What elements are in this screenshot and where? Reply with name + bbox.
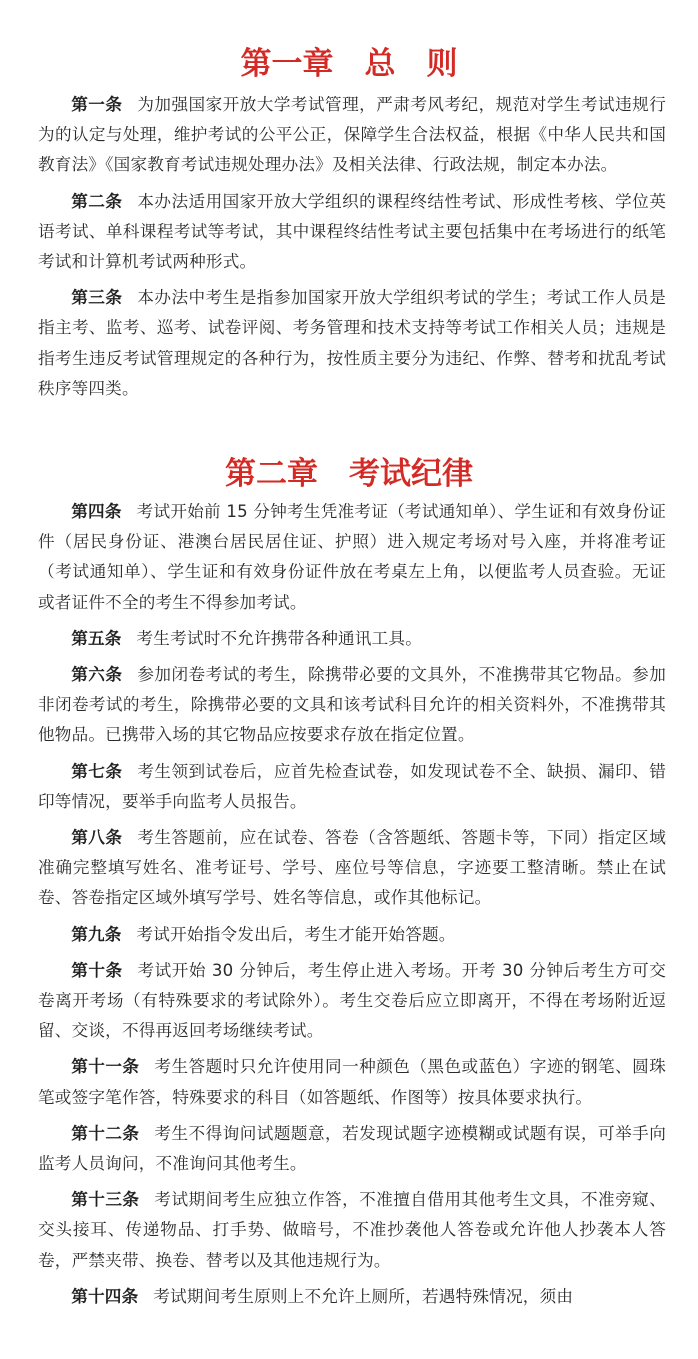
article-number: 第十四条: [71, 1286, 139, 1306]
article-number: 第十二条: [71, 1123, 140, 1143]
article-number: 第九条: [71, 924, 122, 944]
article-number: 第十条: [71, 960, 123, 980]
article-text: 考试期间考生原则上不允许上厕所，若遇特殊情况，须由: [153, 1286, 574, 1306]
article: [38, 823, 666, 914]
chapter-title: 第二章 考试纪律: [225, 456, 473, 492]
article: [38, 956, 666, 1047]
article-text: 考生答题前，应在试卷、答卷（含答题纸、答题卡等，下同）指定区域准确完整填写姓名、准考证号、学号、座位号等信息，字迹要工整清晰。禁止在试卷、答卷指定区域外填写学号、姓名等信息，或作其他标记。: [38, 828, 667, 908]
article-text: 考生不得询问试题题意，若发现试题字迹模糊或试题有误，可举手向监考人员询问，不准询问其他考生。: [38, 1123, 667, 1174]
article-text: 考生考试时不允许携带各种通讯工具。: [136, 628, 423, 648]
article-number: 第十一条: [71, 1057, 140, 1077]
article-number: 第六条: [71, 665, 123, 685]
article-text: 考生领到试卷后，应首先检查试卷，如发现试卷不全、缺损、漏印、错印等情况，要举手向监考人员报告。: [38, 761, 667, 811]
article-text: 考试开始指令发出后，考生才能开始答题。: [136, 924, 456, 944]
article: [38, 187, 666, 278]
article-text: 本办法适用国家开放大学组织的课程终结性考试、形成性考核、学位英语考试、单科课程考试等考试，其中课程终结性考试主要包括集中在考场进行的纸笔考试和计算机考试两种形式。: [38, 191, 667, 272]
article-text: 考生答题时只允许使用同一种颜色（黑色或蓝色）字迹的钢笔、圆珠笔或签字笔作答，特殊要求的科目（如答题纸、作图等）按具体要求执行。: [38, 1057, 667, 1107]
article-number: 第四条: [71, 502, 122, 521]
article-text: 本办法中考生是指参加国家开放大学组织考试的学生；考试工作人员是指主考、监考、巡考、试卷评阅、考务管理和技术支持等考试工作相关人员；违规是指考生违反考试管理规定的各种行为，按性质主要分为违纪、作弊、替考和扰乱考试秩序等四类。: [38, 288, 667, 398]
article: [38, 1185, 666, 1276]
article-number: 第十三条: [71, 1190, 140, 1210]
article: [38, 1052, 666, 1112]
article-number: 第五条: [71, 628, 122, 648]
chapter-title: 第一章 总 则: [240, 46, 458, 82]
article-text: 考试开始前 15 分钟考生凭准考证（考试通知单）、学生证和有效身份证件（居民身份证、港澳台居民居住证、护照）进入规定考场对号入座，并将准考证（考试通知单）、学生证和有效身份证件放在考桌左上角，以便监考人员查验。无证或者证件不全的考生不得参加考试。: [38, 502, 666, 612]
article-text: 考试期间考生应独立作答，不准擅自借用其他考生文具，不准旁窥、交头接耳、传递物品、打手势、做暗号，不准抄袭他人答卷或允许他人抄袭本人答卷，严禁夹带、换卷、替考以及其他违规行为。: [38, 1190, 667, 1270]
article: [38, 660, 666, 751]
article: [38, 757, 666, 817]
article-text: 参加闭卷考试的考生，除携带必要的文具外，不准携带其它物品。参加非闭卷考试的考生，除携带必要的文具和该考试科目允许的相关资料外，不准携带其他物品。已携带入场的其它物品应按要求存放在指定位置。: [38, 665, 667, 745]
article-text: 为加强国家开放大学考试管理，严肃考风考纪，规范对学生考试违规行为的认定与处理，维护考试的公平公正，保障学生合法权益，根据《中华人民共和国教育法》《国家教育考试违规处理办法》及相关法律、行政法规，制定本办法。: [38, 95, 667, 175]
article: [38, 1119, 666, 1179]
article: [38, 283, 666, 404]
chapter-body: [38, 90, 666, 410]
article: [38, 1282, 666, 1312]
article-number: 第七条: [71, 761, 123, 781]
article: [38, 624, 666, 654]
article-number: 第八条: [71, 828, 123, 848]
chapter-body: [38, 497, 666, 1318]
article: [38, 497, 666, 618]
article-number: 第三条: [71, 288, 123, 308]
article-number: 第一条: [71, 95, 123, 114]
article-number: 第二条: [71, 191, 123, 211]
article: [38, 90, 666, 181]
article: [38, 920, 666, 950]
article-text: 考试开始 30 分钟后，考生停止进入考场。开考 30 分钟后考生方可交卷离开考场（有特殊要求的考试除外）。考生交卷后应立即离开，不得在考场附近逗留、交谈，不得再返回考场继续考试。: [38, 960, 667, 1041]
